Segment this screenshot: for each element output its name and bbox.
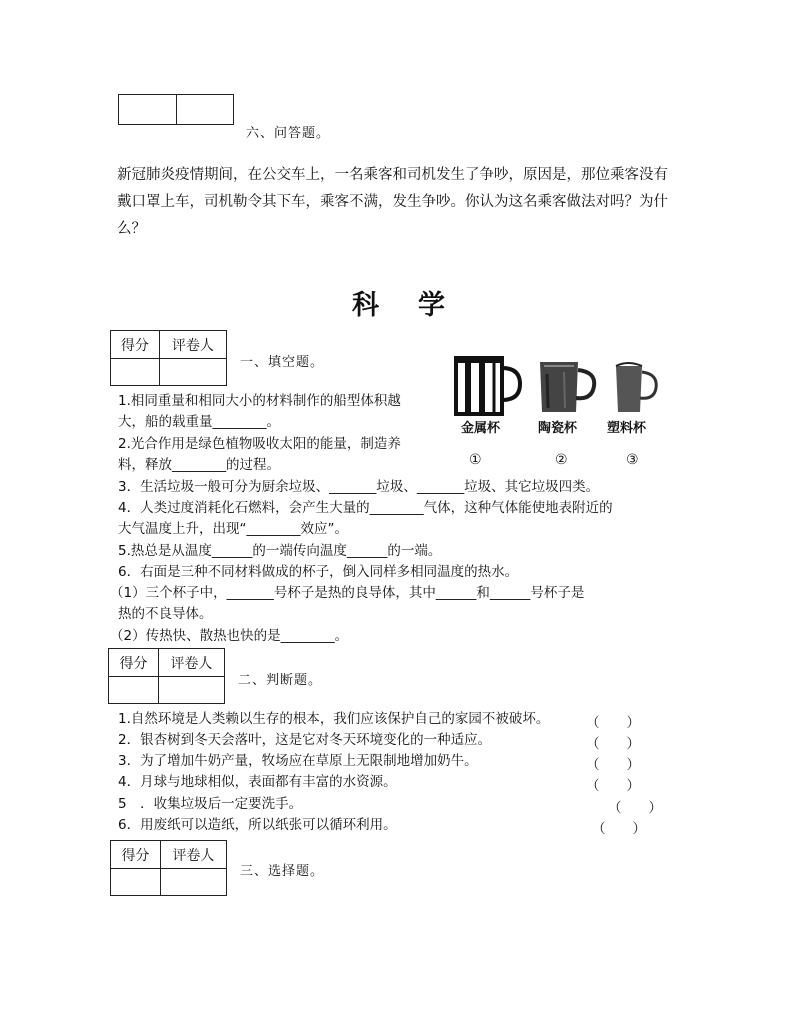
judge-item: 1.自然环境是人类赖以生存的根本，我们应该保护自己的家园不被破坏。 [118, 711, 550, 727]
score-label: 得分 [111, 841, 161, 869]
part3-title: 三、选择题。 [240, 864, 325, 879]
fill-line: 4．人类过度消耗化石燃料，会产生大量的________气体，这种气体能使地表附近的 [118, 500, 613, 516]
metal-cup-icon [456, 356, 520, 414]
section-6-title: 六、问答题。 [246, 126, 331, 141]
judge-item: 4．月球与地球相似，表面都有丰富的水资源。 [118, 774, 397, 790]
cup-label-ceramic: 陶瓷杯 [538, 421, 578, 436]
answer-paren[interactable]: （ ） [608, 800, 662, 816]
fill-line: 热的不良导体。 [118, 606, 213, 622]
score-box-empty [118, 94, 234, 125]
score-value-cell [111, 359, 160, 386]
section-6-question: 新冠肺炎疫情期间，在公交车上，一名乘客和司机发生了争吵，原因是，那位乘客没有戴口罩上车，司机勒令其下车，乘客不满，发生争吵。你认为这名乘客做法对吗？为什么？ [117, 167, 668, 237]
judge-item: 6．用废纸可以造纸，所以纸张可以循环利用。 [118, 817, 397, 833]
answer-paren[interactable]: （ ） [586, 736, 640, 752]
score-box-part2 [108, 648, 225, 704]
fill-line: 1.相同重量和相同大小的材料制作的船型体积越 [118, 393, 401, 409]
answer-paren[interactable]: （ ） [586, 778, 640, 794]
judge-item: 3．为了增加牛奶产量，牧场应在草原上无限制地增加奶牛。 [118, 753, 478, 769]
fill-line: 大，船的载重量________。 [118, 414, 280, 430]
fill-line: 5.热总是从温度______的一端传向温度______的一端。 [118, 543, 442, 559]
fill-line: 6．右面是三种不同材料做成的杯子，倒入同样多相同温度的热水。 [118, 564, 519, 580]
fill-line: 3．生活垃圾一般可分为厨余垃圾、_______垃圾、_______垃圾、其它垃圾四类。 [118, 479, 600, 495]
grader-cell [176, 95, 234, 125]
cup-number-2: ② [555, 452, 568, 468]
grader-value-cell [160, 869, 226, 896]
score-cell [119, 95, 177, 125]
judge-item: 5 ．收集垃圾后一定要洗手。 [118, 796, 303, 812]
grader-label: 评卷人 [159, 331, 226, 359]
cup-number-3: ③ [626, 452, 639, 468]
fill-line: 料，释放________的过程。 [118, 457, 280, 473]
grader-value-cell [158, 677, 224, 704]
fill-line: （1）三个杯子中，_______号杯子是热的良导体，其中______和______号杯子是 [110, 585, 585, 601]
answer-paren[interactable]: （ ） [586, 757, 640, 773]
cup-label-plastic: 塑料杯 [607, 421, 647, 436]
grader-label: 评卷人 [158, 649, 224, 677]
score-box-part1 [110, 330, 227, 386]
cup-number-1: ① [469, 452, 482, 468]
answer-paren[interactable]: （ ） [586, 715, 640, 731]
grader-value-cell [159, 359, 226, 386]
cup-label-metal: 金属杯 [461, 421, 501, 436]
score-value-cell [111, 869, 161, 896]
fill-line: （2）传热快、散热也快的是________。 [110, 628, 349, 644]
score-box-part3 [110, 840, 227, 896]
judge-item: 2．银杏树到冬天会落叶，这是它对冬天环境变化的一种适应。 [118, 732, 492, 748]
grader-label: 评卷人 [160, 841, 226, 869]
ceramic-cup-icon [540, 362, 594, 412]
score-label: 得分 [109, 649, 159, 677]
fill-line: 2.光合作用是绿色植物吸收太阳的能量，制造养 [118, 436, 401, 452]
plastic-cup-icon [616, 363, 656, 412]
part1-title: 一、填空题。 [240, 355, 325, 370]
part2-title: 二、判断题。 [238, 673, 323, 688]
fill-line: 大气温度上升，出现“________效应”。 [118, 521, 348, 537]
score-value-cell [109, 677, 159, 704]
score-label: 得分 [111, 331, 160, 359]
science-title: 科 学 [352, 290, 451, 321]
answer-paren[interactable]: （ ） [592, 821, 646, 837]
